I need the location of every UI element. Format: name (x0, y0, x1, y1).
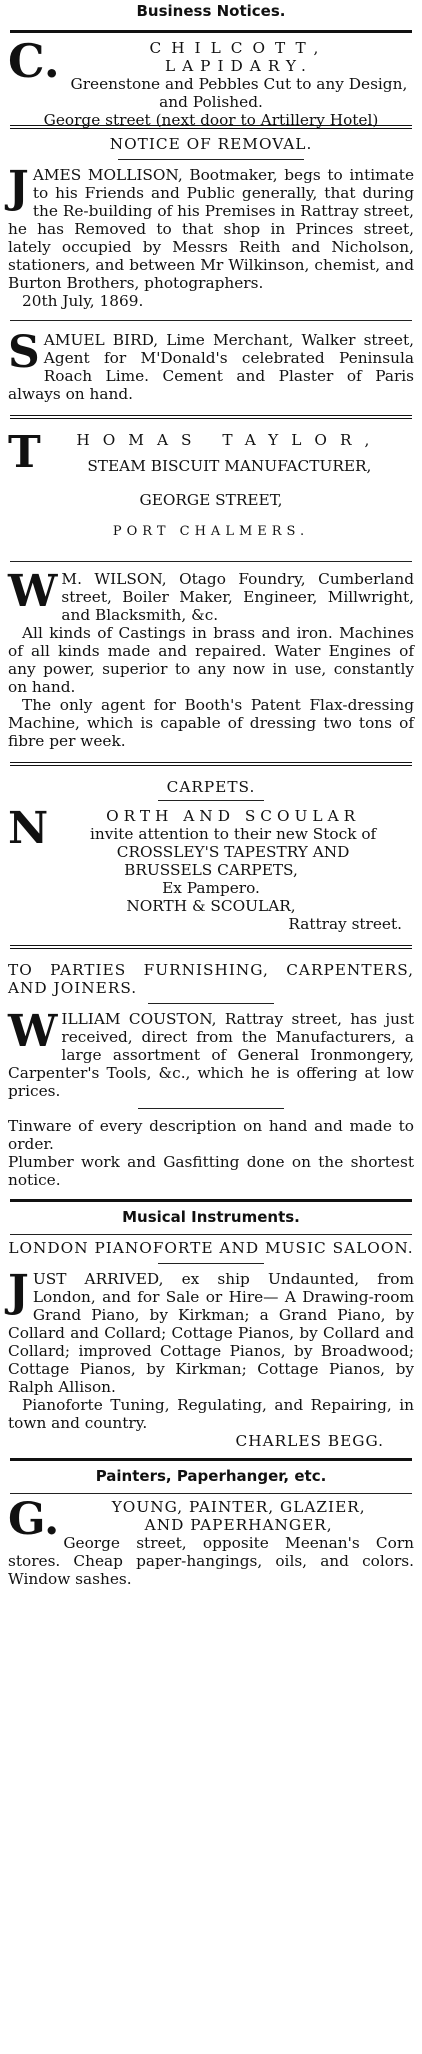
divider (10, 1199, 412, 1202)
ad-title: LONDON PIANOFORTE AND MUSIC SALOON. (8, 1239, 414, 1257)
section-heading-business: Business Notices. (136, 2, 286, 20)
dropcap: N (8, 803, 49, 854)
dropcap: J (8, 1266, 29, 1317)
ad-wilson (0, 566, 422, 750)
ad-line: invite attention to their new Stock of (89, 825, 377, 843)
ad-chilcott (0, 34, 422, 129)
ad-address: Rattray street. (288, 915, 402, 933)
ad-paragraph: Tinware of every description on hand and made to order. (8, 1117, 414, 1153)
ad-taylor (0, 427, 422, 553)
ad-body: George street, opposite Meenan's Corn stores. Cheap paper-hangings, oils, and colors. Window sashes. (8, 1534, 414, 1588)
dropcap: T (8, 427, 41, 478)
divider (10, 320, 412, 321)
ad-title: TO PARTIES FURNISHING, CARPENTERS, AND JOINERS. (8, 961, 414, 997)
divider (10, 1458, 412, 1461)
ad-begg (0, 1239, 422, 1450)
divider (10, 415, 412, 419)
section-heading-painters: Painters, Paperhanger, etc. (95, 1467, 327, 1485)
ad-paragraph: Plumber work and Gasfitting done on the shortest notice. (8, 1153, 414, 1189)
divider (118, 159, 304, 160)
divider (10, 561, 412, 562)
divider (10, 1234, 412, 1235)
ad-young (0, 1494, 422, 1588)
divider (10, 30, 412, 33)
ad-title: CARPETS. (166, 778, 256, 796)
ad-trade: LAPIDARY. (164, 57, 313, 75)
ad-line: and Polished. (159, 93, 263, 111)
ad-body: ILLIAM COUSTON, Rattray street, has just received, direct from the Manufacturers, a large assortment of General Ironmongery, Carpenter's Tools, &c., which he is offering at low prices. (8, 1010, 414, 1100)
dropcap: W (8, 1006, 58, 1057)
ad-title: NOTICE OF REMOVAL. (109, 135, 313, 153)
ad-line: BRUSSELS CARPETS, (124, 861, 298, 879)
ad-name: ORTH AND SCOULAR (106, 807, 361, 825)
divider (10, 945, 412, 949)
divider (138, 1108, 284, 1109)
ad-street: GEORGE STREET, (139, 491, 283, 509)
ad-line: Greenstone and Pebbles Cut to any Design, (70, 75, 408, 93)
ad-name: CHILCOTT, (149, 39, 329, 57)
ad-address: George street (next door to Artillery Hotel) (43, 111, 379, 129)
dropcap: J (8, 162, 29, 213)
ad-paragraph: The only agent for Booth's Patent Flax-dressing Machine, which is capable of dressing two tons of fibre per week. (8, 696, 414, 750)
divider (10, 1493, 412, 1494)
ad-body: AMUEL BIRD, Lime Merchant, Walker street, Agent for M'Donald's celebrated Peninsula Roach Lime. Cement and Plaster of Paris always on hand. (8, 331, 414, 403)
ad-body: M. WILSON, Otago Foundry, Cumberland street, Boiler Maker, Engineer, Millwright, and Blacksmith, &c. (61, 570, 414, 624)
ad-couston (0, 961, 422, 1189)
ad-body: AMES MOLLISON, Bootmaker, begs to intimate to his Friends and Public generally, that during the Re-building of his Premises in Rattray street, he has Removed to that shop in Princes street, lately occupied by Messrs Reith and Nicholson, stationers, and between Mr Wilkinson, chemist, and Burton Brothers, photographers. (8, 166, 414, 292)
divider (148, 1003, 274, 1004)
dropcap: G. (8, 1494, 60, 1545)
ad-removal (0, 135, 422, 310)
ad-body: UST ARRIVED, ex ship Undaunted, from London, and for Sale or Hire— A Drawing-room Grand Piano, by Kirkman; a Grand Piano, by Collard and Collard; Cottage Pianos, by Collard and Collard; improved Cottage Pianos, by Broadwood; Cottage Pianos, by Kirkman; Cottage Pianos, by Ralph Allison. (8, 1270, 414, 1396)
ad-bird (0, 327, 422, 403)
ad-signature: NORTH & SCOULAR, (126, 897, 296, 915)
section-heading-musical: Musical Instruments. (122, 1208, 300, 1226)
ad-signature: CHARLES BEGG. (235, 1432, 384, 1450)
ad-carpets (0, 778, 422, 933)
ad-paragraph: Pianoforte Tuning, Regulating, and Repairing, in town and country. (8, 1396, 414, 1432)
ad-line: CROSSLEY'S TAPESTRY AND (116, 843, 350, 861)
dropcap: W (8, 566, 58, 617)
divider (158, 800, 264, 801)
divider (158, 1263, 264, 1264)
dropcap: C. (8, 34, 60, 88)
ad-name: YOUNG, PAINTER, GLAZIER, (111, 1498, 366, 1516)
divider (10, 762, 412, 766)
ad-town: PORT CHALMERS. (112, 524, 310, 539)
ad-paragraph: All kinds of Castings in brass and iron. Machines of all kinds made and repaired. Water Engines of any power, superior to any now in use, constantly on hand. (8, 624, 414, 696)
dropcap: S (8, 327, 40, 378)
ad-name: HOMAS TAYLOR, (76, 431, 383, 449)
ad-trade: STEAM BISCUIT MANUFACTURER, (87, 457, 372, 475)
ad-trade: AND PAPERHANGER, (144, 1516, 333, 1534)
ad-date: 20th July, 1869. (22, 292, 144, 310)
ad-line: Ex Pampero. (162, 879, 260, 897)
